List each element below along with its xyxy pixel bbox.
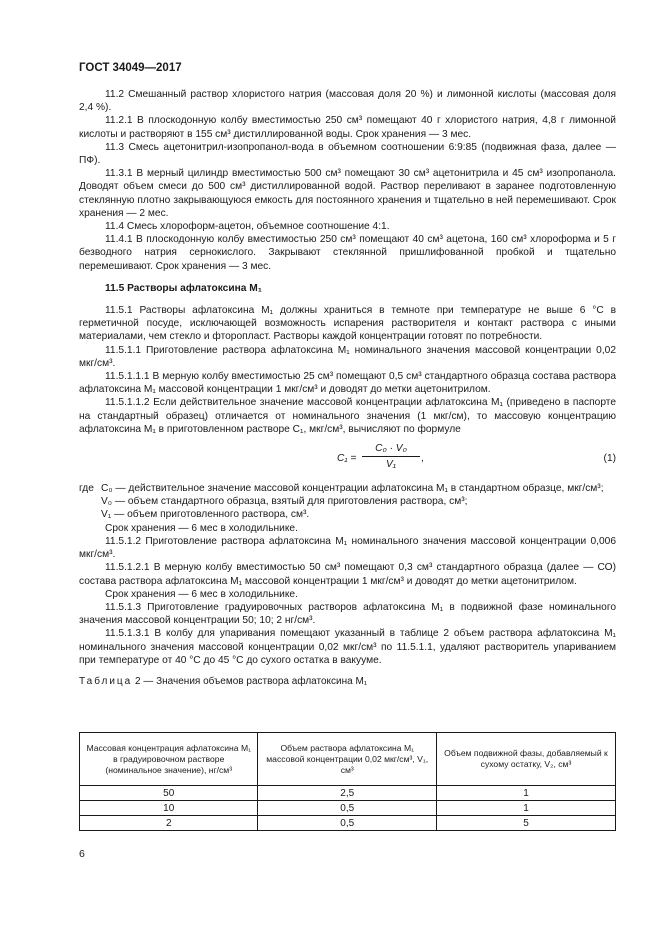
table-caption-word: Таблица [79, 675, 133, 687]
formula-numerator: C₀ · V₀ [362, 442, 420, 457]
table-caption [79, 675, 616, 688]
table-row [80, 786, 616, 801]
table-cell: 5 [436, 816, 615, 831]
paragraph-11-4-1: 11.4.1 В плоскодонную колбу вместимостью 250 см³ помещают 40 см³ ацетона, 160 см³ хлороформа и 5 г безводного натрия сернокислого. Закрывают стеклянной пришлифованной пробкой и тщательно перемешивают. Срок хранения — 3 мес. [79, 234, 616, 272]
table-row [80, 816, 616, 831]
table-cell: 2 [80, 816, 258, 831]
definition-label: где [79, 483, 94, 495]
table-cell: 10 [80, 801, 258, 816]
paragraph-11-3: 11.3 Смесь ацетонитрил-изопропанол-вода в объемном соотношении 6:9:85 (подвижная фаза, далее — ПФ). [79, 141, 616, 167]
definition-item [79, 482, 616, 495]
table-cell: 2,5 [258, 786, 436, 801]
definition-item [79, 508, 616, 521]
table-cell: 1 [436, 786, 615, 801]
formula-comma: , [421, 453, 424, 465]
paragraph-11-5-1-2-1: 11.5.1.2.1 В мерную колбу вместимостью 50 см³ помещают 0,3 см³ стандартного образца (далее — СО) состава раствора афлатоксина M₁ массовой концентрации 1 мкг/см³ и доводят до метки ацетонитрилом. [79, 562, 616, 587]
definition-text: C₀ — действительное значение массовой концентрации афлатоксина M₁ в стандартном образце, мкг/см³; [101, 483, 604, 495]
table-header-cell: Объем раствора афлатоксина M₁ массовой концентрации 0,02 мкг/см³, V₁, см³ [258, 733, 436, 786]
definition-text: V₀ — объем стандартного образца, взятый для приготовления раствора, см³; [101, 496, 468, 508]
table-cell: 0,5 [258, 816, 436, 831]
table-header-cell: Объем подвижной фазы, добавляемый к сухому остатку, V₂, см³ [436, 733, 615, 786]
paragraph-11-5-1-1-2: 11.5.1.1.2 Если действительное значение массовой концентрации афлатоксина M₁ (приведено в паспорте на стандартный образец) отличается от номинального значения (1 мкг/см), то массовую концентрацию афлатоксина M₁ в приготовленном растворе C₁, мкг/см³, вычисляют по формуле [79, 397, 616, 435]
formula-1 [79, 440, 616, 480]
document-body [79, 88, 616, 688]
paragraph-11-3-1: 11.3.1 В мерный цилиндр вместимостью 500 см³ помещают 30 см³ ацетонитрила и 45 см³ изопропанола. Доводят объем смеси до 500 см³ дистиллированной водой. Раствор переливают в заранее подготовленную стеклянную плотно закрывающуюся емкость для постоянного хранения и тщательно в ней перемешивают. Срок хранения — 2 мес. [79, 168, 616, 219]
document-header: ГОСТ 34049—2017 [79, 62, 182, 74]
paragraph-11-2-1: 11.2.1 В плоскодонную колбу вместимостью 250 см³ помещают 40 г хлористого натрия, 4,8 г лимонной кислоты и растворяют в 155 см³ дистиллированной воды. Срок хранения — 3 мес. [79, 115, 616, 140]
paragraph-11-5-1-3-1: 11.5.1.3.1 В колбу для упаривания помещают указанный в таблице 2 объем раствора афлатоксина M₁ номинального значения массовой концентрации 0,02 мкг/см³ по 11.5.1.1, удаляют растворитель упариванием при температуре от 40 °C до 45 °C до сухого остатка в вакууме. [79, 628, 616, 666]
data-table [79, 732, 616, 831]
table-row [80, 801, 616, 816]
table-header-cell: Массовая концентрация афлатоксина M₁ в градуировочном растворе (номинальное значение), нг/см³ [80, 733, 258, 786]
paragraph-11-5-1: 11.5.1 Растворы афлатоксина M₁ должны храниться в темноте при температуре не выше 6 °C в герметичной посуде, исключающей возможность испарения растворителя и контакт раствора с иными материалами, чем стекло и фторопласт. Растворы каждой концентрации готовят по потребности. [79, 305, 616, 343]
paragraph-11-4: 11.4 Смесь хлороформ-ацетон, объемное соотношение 4:1. [105, 221, 390, 233]
page-number: 6 [79, 848, 85, 860]
formula-fraction [362, 442, 420, 471]
paragraph-11-2: 11.2 Смешанный раствор хлористого натрия (массовая доля 20 %) и лимонной кислоты (массовая доля 2,4 %). [79, 89, 616, 114]
definition-text: V₁ — объем приготовленного раствора, см³. [101, 509, 310, 521]
table-cell: 1 [436, 801, 615, 816]
formula-lhs: C₁ = [337, 453, 357, 465]
section-heading-11-5: 11.5 Растворы афлатоксина M₁ [105, 282, 262, 294]
table-cell: 50 [80, 786, 258, 801]
table-cell: 0,5 [258, 801, 436, 816]
definition-item [79, 495, 616, 508]
storage-note: Срок хранения — 6 мес в холодильнике. [105, 522, 298, 534]
paragraph-11-5-1-1-1: 11.5.1.1.1 В мерную колбу вместимостью 25 см³ помещают 0,5 см³ стандартного образца состава раствора афлатоксина M₁ массовой концентрации 1 мкг/см³ и доводят до метки ацетонитрилом. [79, 371, 616, 396]
paragraph-11-5-1-3: 11.5.1.3 Приготовление градуировочных растворов афлатоксина M₁ в подвижной фазе номинального значения массовой концентрации 50; 10; 2 нг/см³. [79, 601, 616, 627]
paragraph-11-5-1-2: 11.5.1.2 Приготовление раствора афлатоксина M₁ номинального значения массовой концентрации 0,006 мкг/см³. [79, 535, 616, 561]
table-caption-text: 2 — Значения объемов раствора афлатоксина M₁ [132, 675, 368, 687]
formula-definitions [79, 482, 616, 522]
paragraph-11-5-1-1: 11.5.1.1 Приготовление раствора афлатоксина M₁ номинального значения массовой концентрации 0,02 мкг/см³. [79, 344, 616, 369]
formula-number: (1) [603, 453, 616, 465]
storage-note: Срок хранения — 6 мес в холодильнике. [105, 588, 298, 600]
formula-denominator: V₁ [385, 459, 396, 471]
table-header-row [80, 733, 616, 786]
